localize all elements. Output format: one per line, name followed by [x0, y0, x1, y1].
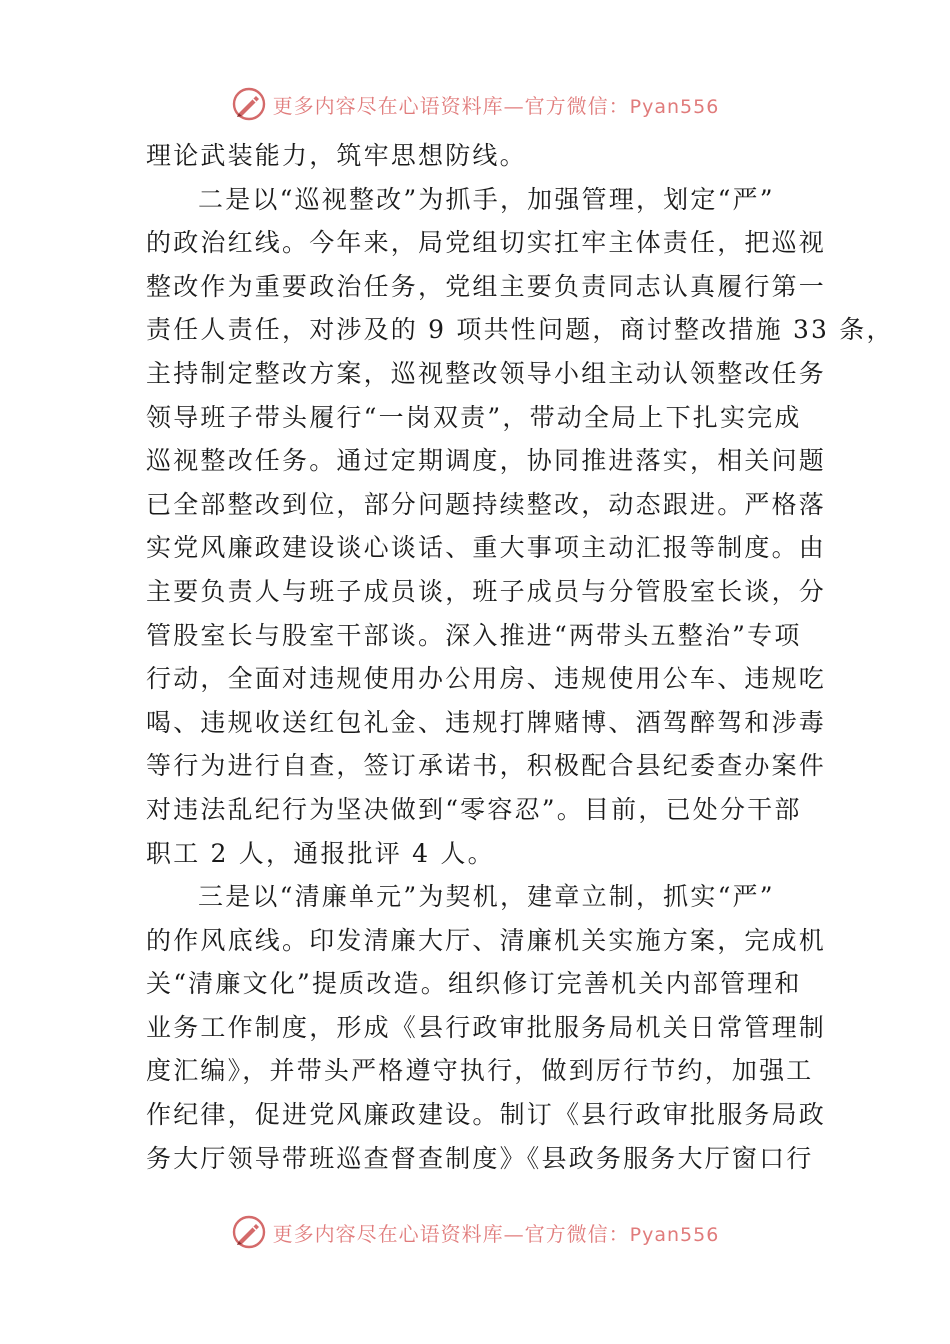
- watermark-wechat-label: 官方微信：: [524, 93, 630, 118]
- header-watermark: [0, 84, 950, 124]
- text-line: 已全部整改到位，部分问题持续整改，动态跟进。严格落: [146, 489, 827, 519]
- text-line: 实党风廉政建设谈心谈话、重大事项主动汇报等制度。由: [146, 533, 827, 563]
- text-line: 巡视整改任务。通过定期调度，协同推进落实，相关问题: [146, 446, 827, 476]
- document-body: [146, 134, 894, 1180]
- text-line: 作纪律，促进党风廉政建设。制订《县行政审批服务局政: [146, 1100, 827, 1130]
- watermark-inner: [231, 1214, 720, 1250]
- text-line: 主持制定整改方案，巡视整改领导小组主动认领整改任务: [146, 358, 827, 388]
- text-line: 关“清廉文化”提质改造。组织修订完善机关内部管理和: [146, 969, 802, 999]
- watermark-text: [273, 1218, 720, 1247]
- text-line: 责任人责任，对涉及的 9 项共性问题，商讨整改措施 33 条，: [146, 315, 894, 345]
- watermark-wechat-id: Pyan556: [629, 95, 720, 118]
- text-line: 主要负责人与班子成员谈，班子成员与分管股室长谈，分: [146, 576, 827, 606]
- text-line: 三是以“清廉单元”为契机，建章立制，抓实“严”: [198, 882, 775, 912]
- text-line: 的作风底线。印发清廉大厅、清廉机关实施方案，完成机: [146, 925, 827, 955]
- text-line: 领导班子带头履行“一岗双责”，带动全局上下扎实完成: [146, 402, 802, 432]
- text-line: 整改作为重要政治任务，党组主要负责同志认真履行第一: [146, 271, 827, 301]
- text-line: 二是以“巡视整改”为抓手，加强管理，划定“严”: [198, 184, 775, 214]
- pen-logo-icon: [231, 86, 267, 122]
- watermark-wechat-id: Pyan556: [629, 1223, 720, 1246]
- text-line: 的政治红线。今年来，局党组切实扛牢主体责任，把巡视: [146, 228, 827, 258]
- watermark-inner: [231, 86, 720, 122]
- text-line: 对违法乱纪行为坚决做到“零容忍”。目前，已处分干部: [146, 794, 802, 824]
- watermark-dash: —: [503, 1221, 525, 1246]
- watermark-wechat-label: 官方微信：: [524, 1221, 630, 1246]
- watermark-site-name: 更多内容尽在心语资料库: [272, 1221, 504, 1246]
- watermark-text: [273, 90, 720, 119]
- text-line: 行动，全面对违规使用办公用房、违规使用公车、违规吃: [146, 664, 827, 694]
- text-line: 等行为进行自查，签订承诺书，积极配合县纪委查办案件: [146, 751, 827, 781]
- text-line: 管股室长与股室干部谈。深入推进“两带头五整治”专项: [146, 620, 802, 650]
- footer-watermark: [0, 1212, 950, 1252]
- watermark-site-name: 更多内容尽在心语资料库: [272, 93, 504, 118]
- text-line: 职工 2 人，通报批评 4 人。: [146, 838, 495, 868]
- text-line: 理论武装能力，筑牢思想防线。: [146, 141, 527, 170]
- text-line: 业务工作制度，形成《县行政审批服务局机关日常管理制: [146, 1012, 827, 1042]
- text-line: 务大厅领导带班巡查督查制度》《县政务服务大厅窗口行: [146, 1143, 814, 1173]
- text-line: 喝、违规收送红包礼金、违规打牌赌博、酒驾醉驾和涉毒: [146, 707, 827, 737]
- text-line: 度汇编》，并带头严格遵守执行，做到厉行节约，加强工: [146, 1056, 814, 1086]
- pen-logo-icon: [231, 1214, 267, 1250]
- watermark-dash: —: [503, 93, 525, 118]
